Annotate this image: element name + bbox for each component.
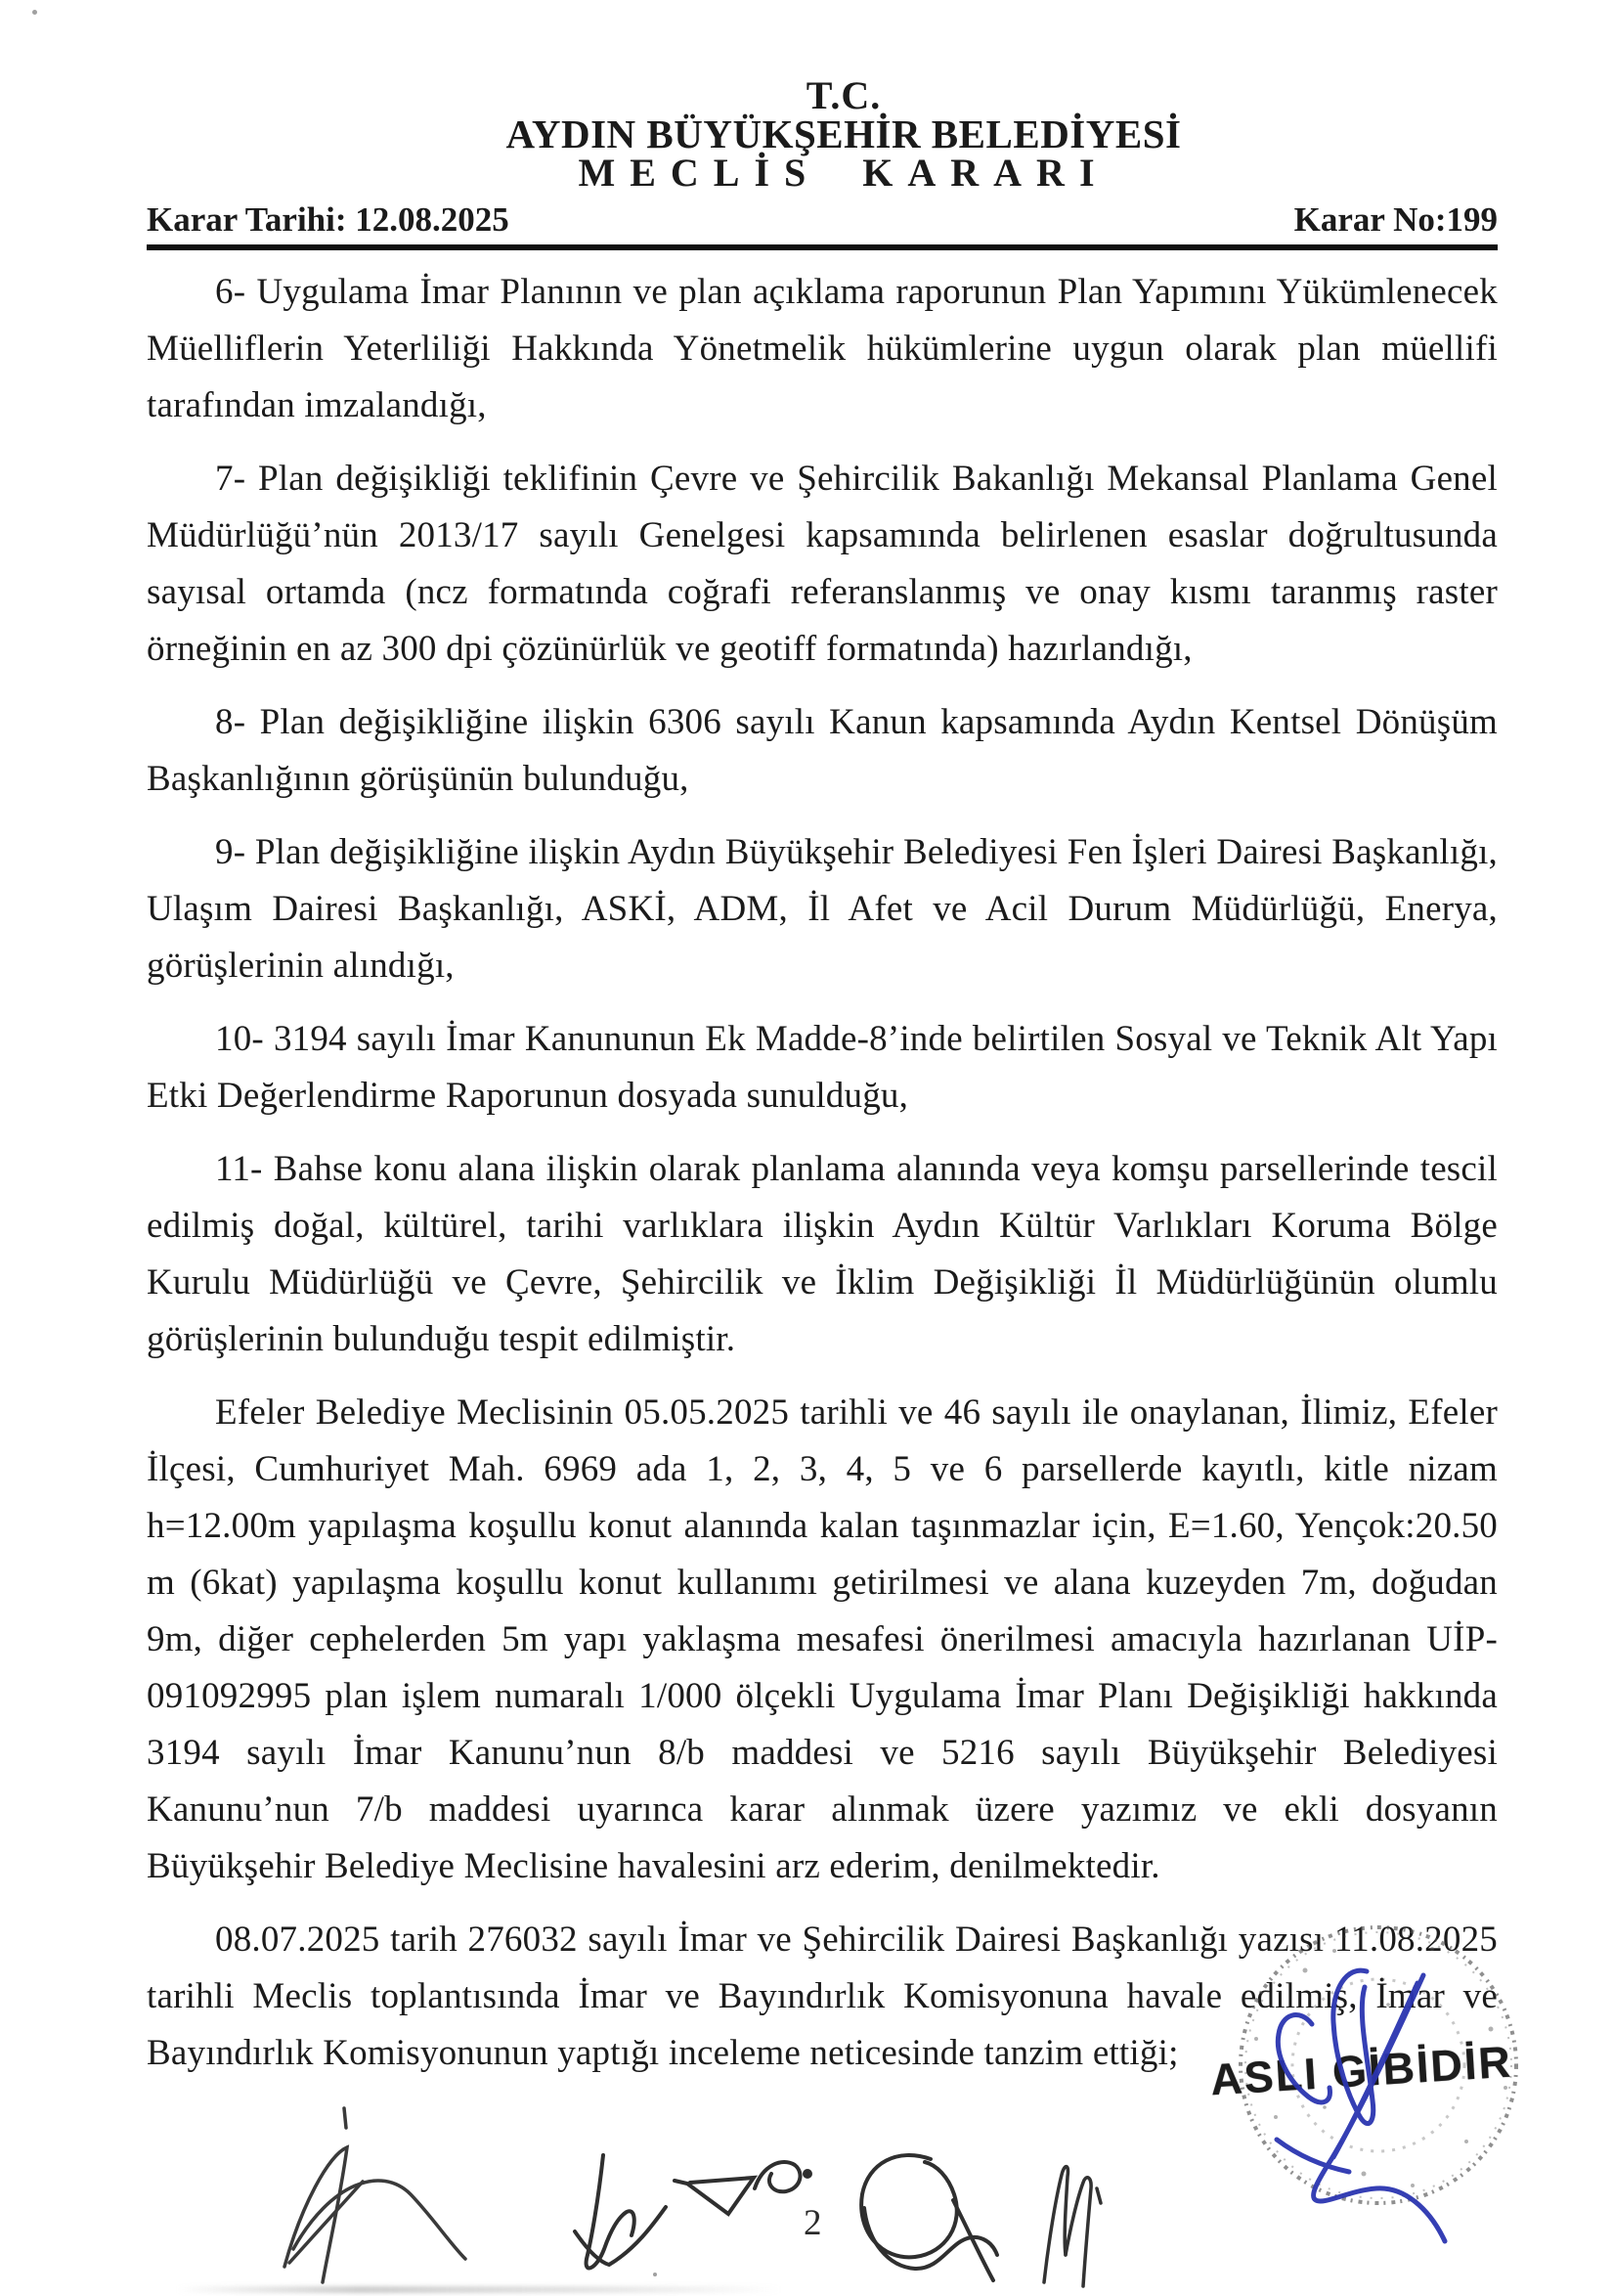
decision-meta-row	[147, 200, 1498, 240]
decision-date-value: 12.08.2025	[355, 200, 509, 239]
decision-paragraph-8: 8- Plan değişikliğine ilişkin 6306 sayılı Kanun kapsamında Aydın Kentsel Dönüşüm Başkanlığının görüşünün bulunduğu,	[147, 702, 1498, 799]
signature-mark-b	[575, 2155, 810, 2268]
decision-number-value: 199	[1446, 200, 1498, 239]
header-divider	[147, 244, 1498, 250]
signature-mark-a	[284, 2108, 465, 2282]
scan-speck-bottom	[653, 2273, 657, 2276]
scan-edge-smudge	[176, 2286, 782, 2293]
document-header	[168, 0, 1519, 195]
decision-body	[147, 264, 1498, 2082]
scan-speck	[32, 10, 37, 15]
municipality-title: AYDIN BÜYÜKŞEHİR BELEDİYESİ	[505, 111, 1182, 156]
signature-mark-d	[1044, 2167, 1101, 2286]
decision-paragraph-efeler: Efeler Belediye Meclisinin 05.05.2025 tarihli ve 46 sayılı ile onaylanan, İlimiz, Efeler İlçesi, Cumhuriyet Mah. 6969 ada 1, 2, 3, 4, 5 ve 6 parsellerde kayıtlı, kitle nizam h=12.00m yapılaşma koşullu konut alanında kalan taşınmazlar için, E=1.60, Yençok:20.50 m (6kat) yapılaşma koşullu konut kullanımı getirilmesi ve alana kuzeyden 7m, doğudan 9m, diğer cephelerden 5m yapı yaklaşma mesafesi önerilmesi amacıyla hazırlanan UİP-091092995 plan işlem numaralı 1/000 ölçekli Uygulama İmar Planı Değişikliği hakkında 3194 sayılı İmar Kanunu’nun 8/b maddesi ve 5216 sayılı Büyükşehir Belediyesi Kanunu’nun 7/b maddesi uyarınca karar alınmak üzere yazımız ve ekli dosyanın Büyükşehir Belediye Meclisine havalesini arz ederim, denilmektedir.	[147, 1392, 1498, 1886]
page-number: 2	[804, 2203, 822, 2243]
decision-paragraph-6: 6- Uygulama İmar Planının ve plan açıklama raporunun Plan Yapımını Yükümlenecek Müelliflerin Yeterliliği Hakkında Yönetmelik hükümlerine uygun olarak plan müellifi tarafından imzalandığı,	[147, 272, 1498, 425]
decision-number-label: Karar No:	[1293, 200, 1447, 239]
decision-paragraph-10: 10- 3194 sayılı İmar Kanununun Ek Madde-8’inde belirtilen Sosyal ve Teknik Alt Yapı Etki Değerlendirme Raporunun dosyada sunulduğu,	[147, 1019, 1498, 1116]
decision-date	[147, 200, 509, 240]
republic-title: T.C.	[806, 73, 882, 117]
decision-number	[1294, 200, 1498, 240]
decision-paragraph-11: 11- Bahse konu alana ilişkin olarak planlama alanında veya komşu parsellerinde tescil edilmiş doğal, kültürel, tarihi varlıklara ilişkin Aydın Kültür Varlıkları Koruma Bölge Kurulu Müdürlüğü ve Çevre, Şehircilik ve İklim Değişikliği İl Müdürlüğünün olumlu görüşlerinin bulunduğu tespit edilmiştir.	[147, 1149, 1498, 1359]
signature-mark-c	[861, 2155, 997, 2280]
decision-date-label: Karar Tarihi:	[147, 200, 347, 239]
decision-paragraph-7: 7- Plan değişikliği teklifinin Çevre ve Şehircilik Bakanlığı Mekansal Planlama Genel Müdürlüğü’nün 2013/17 sayılı Genelgesi kapsamında belirlenen esaslar doğrultusunda sayısal ortamda (ncz formatında coğrafi referanslanmış ve onay kısmı taranmış raster örneğinin en az 300 dpi çözünürlük ve geotiff formatında) hazırlandığı,	[147, 459, 1498, 669]
document-type-title: MECLİS KARARI	[578, 151, 1110, 195]
decision-paragraph-komisyon: 08.07.2025 tarih 276032 sayılı İmar ve Şehircilik Dairesi Başkanlığı yazısı 11.08.2025 tarihli Meclis toplantısında İmar ve Bayındırlık Komisyonuna havale edilmiş, İmar ve Bayındırlık Komisyonunun yaptığı inceleme neticesinde tanzim ettiği;	[147, 1920, 1498, 2073]
document-content	[147, 0, 1498, 2098]
decision-paragraph-9: 9- Plan değişikliğine ilişkin Aydın Büyükşehir Belediyesi Fen İşleri Dairesi Başkanlığı, Ulaşım Dairesi Başkanlığı, ASKİ, ADM, İl Afet ve Acil Durum Müdürlüğü, Enerya, görüşlerinin alındığı,	[147, 832, 1498, 986]
stamp-certified-copy-text: ASLI GİBİDİR	[1208, 2036, 1514, 2105]
